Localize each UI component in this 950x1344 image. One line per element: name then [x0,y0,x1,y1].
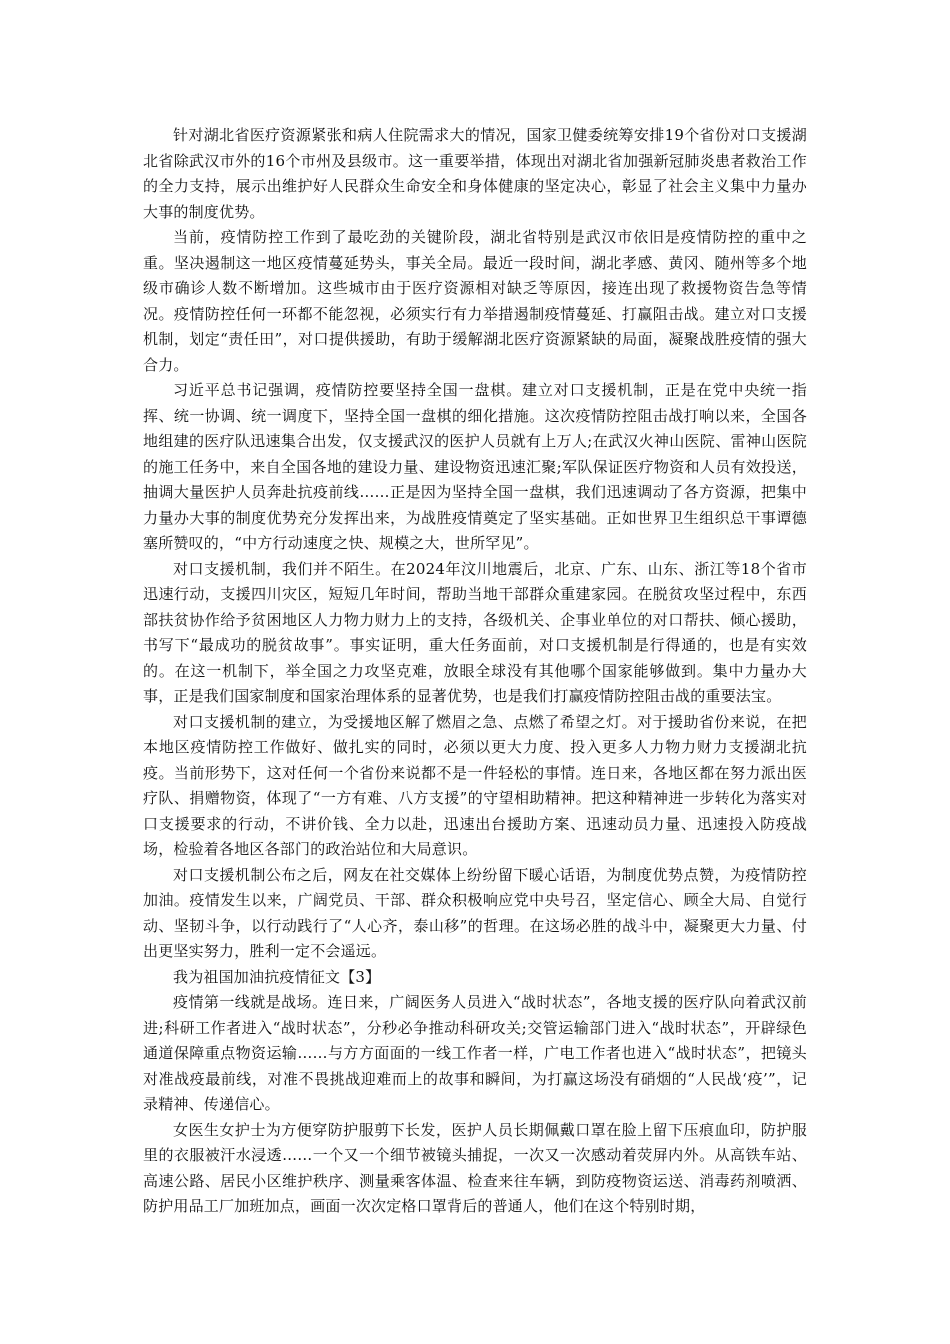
paragraph-5: 对口支援机制的建立，为受援地区解了燃眉之急、点燃了希望之灯。对于援助省份来说，在把本地区疫情防控工作做好、做扎实的同时，必须以更大力度、投入更多人力物力财力支援湖北抗疫。当前形势下，这对任何一个省份来说都不是一件轻松的事情。连日来，各地区都在努力派出医疗队、捐赠物资，体现了“一方有难、八方支援”的守望相助精神。把这种精神进一步转化为落实对口支援要求的行动，不讲价钱、全力以赴，迅速出台援助方案、迅速动员力量、迅速投入防疫战场，检验着各地区各部门的政治站位和大局意识。 [143,712,807,858]
paragraph-6: 对口支援机制公布之后，网友在社交媒体上纷纷留下暖心话语，为制度优势点赞，为疫情防控加油。疫情发生以来，广阔党员、干部、群众积极响应党中央号召，坚定信心、顾全大局、自觉行动、坚韧斗争，以行动践行了“人心齐，泰山移”的哲理。在这场必胜的战斗中，凝聚更大力量、付出更坚实努力，胜利一定不会遥远。 [143,865,807,960]
paragraph-2: 当前，疫情防控工作到了最吃劲的关键阶段，湖北省特别是武汉市依旧是疫情防控的重中之重。坚决遏制这一地区疫情蔓延势头，事关全局。最近一段时间，湖北孝感、黄冈、随州等多个地级市确诊人数不断增加。这些城市由于医疗资源相对缺乏等原因，接连出现了救援物资告急等情况。疫情防控任何一环都不能忽视，必须实行有力举措遏制疫情蔓延、打赢阻击战。建立对口支援机制，划定“责任田”，对口提供援助，有助于缓解湖北医疗资源紧缺的局面，凝聚战胜疫情的强大合力。 [143,228,807,374]
section-heading: 我为祖国加油抗疫情征文【3】 [173,967,381,986]
paragraph-3: 习近平总书记强调，疫情防控要坚持全国一盘棋。建立对口支援机制，正是在党中央统一指挥、统一协调、统一调度下，坚持全国一盘棋的细化措施。这次疫情防控阻击战打响以来，全国各地组建的医疗队迅速集合出发，仅支援武汉的医护人员就有上万人;在武汉火神山医院、雷神山医院的施工任务中，来自全国各地的建设力量、建设物资迅速汇聚;军队保证医疗物资和人员有效投送，抽调大量医护人员奔赴抗疫前线……正是因为坚持全国一盘棋，我们迅速调动了各方资源，把集中力量办大事的制度优势充分发挥出来，为战胜疫情奠定了坚实基础。正如世界卫生组织总干事谭德塞所赞叹的，“中方行动速度之快、规模之大，世所罕见”。 [143,381,807,552]
paragraph-7: 疫情第一线就是战场。连日来，广阔医务人员进入“战时状态”，各地支援的医疗队向着武汉前进;科研工作者进入“战时状态”，分秒必争推动科研攻关;交管运输部门进入“战时状态”，开辟绿色通道保障重点物资运输……与方方面面的一线工作者一样，广电工作者也进入“战时状态”，把镜头对准战疫最前线，对准不畏挑战迎难而上的故事和瞬间，为打赢这场没有硝烟的“人民战‘疫’”，记录精神、传递信心。 [143,993,807,1113]
paragraph-1: 针对湖北省医疗资源紧张和病人住院需求大的情况，国家卫健委统筹安排19个省份对口支援湖北省除武汉市外的16个市州及县级市。这一重要举措，体现出对湖北省加强新冠肺炎患者救治工作的全力支持，展示出维护好人民群众生命安全和身体健康的坚定决心，彰显了社会主义集中力量办大事的制度优势。 [143,126,807,221]
document-body [143,123,807,1220]
paragraph-4: 对口支援机制，我们并不陌生。在2024年汶川地震后，北京、广东、山东、浙江等18个省市迅速行动，支援四川灾区，短短几年时间，帮助当地干部群众重建家园。在脱贫攻坚过程中，东西部扶贫协作给予贫困地区人力物力财力上的支持，各级机关、企事业单位的对口帮扶、倾心援助，书写下“最成功的脱贫故事”。事实证明，重大任务面前，对口支援机制是行得通的，也是有实效的。在这一机制下，举全国之力攻坚克难，放眼全球没有其他哪个国家能够做到。集中力量办大事，正是我们国家制度和国家治理体系的显著优势，也是我们打赢疫情防控阻击战的重要法宝。 [143,559,807,705]
paragraph-8: 女医生女护士为方便穿防护服剪下长发，医护人员长期佩戴口罩在脸上留下压痕血印，防护服里的衣服被汗水浸透……一个又一个细节被镜头捕捉，一次又一次感动着荧屏内外。从高铁车站、高速公路、居民小区维护秩序、测量乘客体温、检查来往车辆，到防疫物资运送、消毒药剂喷洒、防护用品工厂加班加点，画面一次次定格口罩背后的普通人，他们在这个特别时期， [143,1120,807,1215]
